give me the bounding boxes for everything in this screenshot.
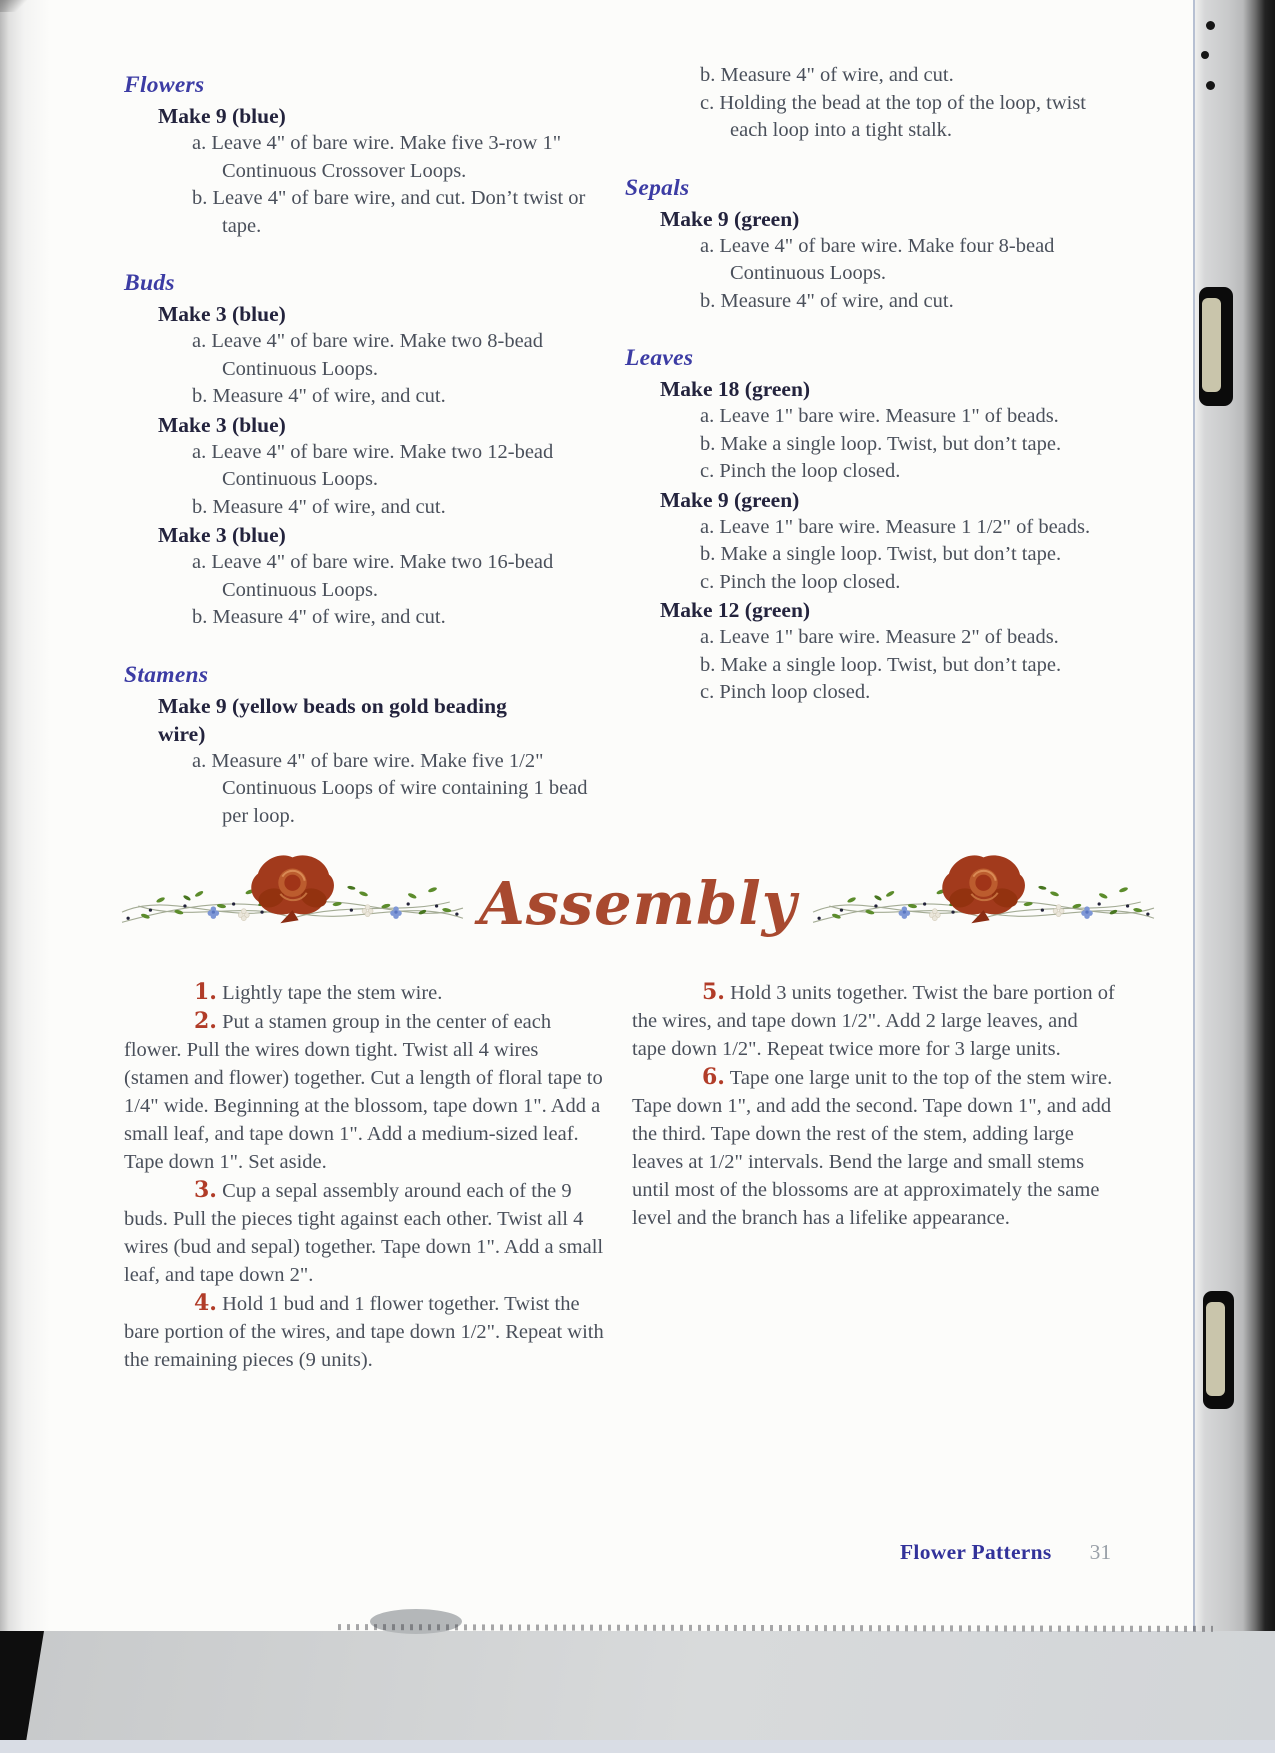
section-stamens xyxy=(124,662,594,831)
pattern-step: c. Pinch loop closed. xyxy=(700,681,871,703)
footer-section-label: Flower Patterns xyxy=(900,1540,1052,1564)
pattern-step: b. Leave 4" of bare wire, and cut. Don’t twist or tape. xyxy=(192,187,586,237)
assembly-instructions xyxy=(124,978,1116,1374)
pattern-step: a. Leave 1" bare wire. Measure 1 1/2" of beads. xyxy=(700,515,1091,538)
page-number: 31 xyxy=(1089,1540,1112,1564)
bottom-page-strip xyxy=(0,1740,1275,1753)
step-text: Put a stamen group in the center of each flower. Pull the wires down tight. Twist all 4 wires (stamen and flower) together. Cut a length of floral tape to 1/4" wide. Beginning at the blossom, tape down 1". Add a small leaf, and tape down 1". Add a medium-sized leaf. Tape down 1". Set aside. xyxy=(124,1011,603,1173)
scan-dot xyxy=(1201,51,1209,59)
pattern-step: a. Leave 1" bare wire. Measure 2" of beads. xyxy=(700,626,1059,648)
assembly-step xyxy=(632,978,1115,1063)
step-text: Hold 3 units together. Twist the bare portion of the wires, and tape down 1/2". Add 2 large leaves, and tape down 1/2". Repeat twice more for 3 large units. xyxy=(632,982,1115,1060)
section-leaves xyxy=(625,345,1117,707)
binding-tab xyxy=(1199,287,1233,406)
pattern-step: a. Measure 4" of bare wire. Make five 1/2" Continuous Loops of wire containing 1 bead per loop. xyxy=(192,749,588,827)
section-title-stamens: Stamens xyxy=(124,661,209,688)
assembly-step xyxy=(124,1289,607,1374)
floral-ornament-icon xyxy=(811,847,1156,959)
make-heading: Make 12 (green) xyxy=(660,598,811,622)
pattern-column-right xyxy=(625,62,1117,737)
section-continued-steps xyxy=(625,62,1117,145)
pattern-step: b. Measure 4" of wire, and cut. xyxy=(192,385,446,407)
pattern-step: b. Measure 4" of wire, and cut. xyxy=(700,64,954,86)
section-buds xyxy=(124,270,594,632)
rose-icon xyxy=(942,855,1025,923)
page-footer xyxy=(900,1540,1160,1565)
pattern-step: b. Measure 4" of wire, and cut. xyxy=(192,495,446,518)
make-heading: Make 3 (blue) xyxy=(158,412,286,437)
step-number: 3. xyxy=(194,1177,217,1203)
pattern-step: b. Measure 4" of wire, and cut. xyxy=(700,289,954,312)
pattern-step: a. Leave 4" of bare wire. Make two 8-bead Continuous Loops. xyxy=(192,330,544,380)
page-left-shadow xyxy=(0,0,50,1634)
make-heading: Make 9 (blue) xyxy=(158,104,286,128)
make-heading: Make 9 (green) xyxy=(660,487,800,512)
assembly-title: Assembly xyxy=(478,868,798,938)
binding-tab-inner xyxy=(1206,1302,1225,1396)
section-title-leaves: Leaves xyxy=(625,345,694,371)
step-text: Lightly tape the stem wire. xyxy=(222,982,443,1004)
step-number: 2. xyxy=(194,1008,217,1034)
pattern-step: c. Holding the bead at the top of the loop, twist each loop into a tight stalk. xyxy=(700,91,1087,141)
pages-below xyxy=(0,1631,1275,1753)
pattern-step: c. Pinch the loop closed. xyxy=(700,570,901,593)
make-heading: Make 3 (blue) xyxy=(158,523,286,547)
pattern-step: c. Pinch the loop closed. xyxy=(700,460,901,482)
section-flowers xyxy=(124,72,594,240)
step-number: 4. xyxy=(194,1290,217,1316)
assembly-step xyxy=(632,1063,1115,1232)
step-number: 6. xyxy=(702,1064,725,1090)
assembly-column-left xyxy=(124,978,607,1374)
pattern-step: a. Leave 1" bare wire. Measure 1" of beads. xyxy=(700,405,1059,427)
scan-dot xyxy=(1206,21,1215,30)
make-heading: Make 3 (blue) xyxy=(158,302,286,326)
section-sepals xyxy=(625,175,1117,316)
assembly-step xyxy=(124,1007,607,1176)
pattern-step: b. Measure 4" of wire, and cut. xyxy=(192,606,446,628)
section-title-flowers: Flowers xyxy=(124,72,205,98)
pattern-step: b. Make a single loop. Twist, but don’t tape. xyxy=(700,432,1062,455)
pattern-column-left xyxy=(124,72,594,860)
pattern-step: b. Make a single loop. Twist, but don’t tape. xyxy=(700,543,1062,565)
make-heading: Make 9 (yellow beads on gold beading wire) xyxy=(158,693,507,746)
pattern-step: a. Leave 4" of bare wire. Make four 8-bead Continuous Loops. xyxy=(700,234,1055,284)
assembly-banner xyxy=(108,842,1168,964)
pattern-step: a. Leave 4" of bare wire. Make five 3-row 1" Continuous Crossover Loops. xyxy=(192,132,562,182)
make-heading: Make 18 (green) xyxy=(660,377,811,401)
scan-dot xyxy=(1206,81,1215,90)
assembly-column-right xyxy=(632,978,1115,1374)
step-text: Cup a sepal assembly around each of the 9 buds. Pull the pieces tight against each other. Twist all 4 wires (bud and sepal) together. Tape down 1". Add a small leaf, and tape down 2". xyxy=(124,1180,604,1286)
step-text: Hold 1 bud and 1 flower together. Twist the bare portion of the wires, and tape down 1/2". Repeat with the remaining pieces (9 units). xyxy=(124,1293,604,1371)
step-number: 1. xyxy=(194,979,217,1005)
binding-tab-inner xyxy=(1202,298,1221,392)
pattern-step: a. Leave 4" of bare wire. Make two 12-bead Continuous Loops. xyxy=(192,440,554,490)
rose-icon xyxy=(251,855,334,923)
make-heading: Make 9 (green) xyxy=(660,206,800,231)
step-text: Tape one large unit to the top of the stem wire. Tape down 1", and add the second. Tape down 1", and add the third. Tape down the rest of the stem, adding large leaves at 1/2" intervals. Bend the large and small stems until most of the blossoms are at approximately the same level and the branch has a lifelike appearance. xyxy=(632,1067,1113,1229)
section-title-buds: Buds xyxy=(124,270,175,296)
page-corner-shadow xyxy=(0,0,28,12)
pattern-step: b. Make a single loop. Twist, but don’t tape. xyxy=(700,653,1062,676)
pattern-step: a. Leave 4" of bare wire. Make two 16-bead Continuous Loops. xyxy=(192,551,554,601)
floral-ornament-icon xyxy=(120,847,465,959)
assembly-step xyxy=(124,978,607,1007)
assembly-step xyxy=(124,1176,607,1289)
section-title-sepals: Sepals xyxy=(625,174,690,201)
step-number: 5. xyxy=(702,979,725,1005)
binding-tab xyxy=(1203,1291,1234,1409)
